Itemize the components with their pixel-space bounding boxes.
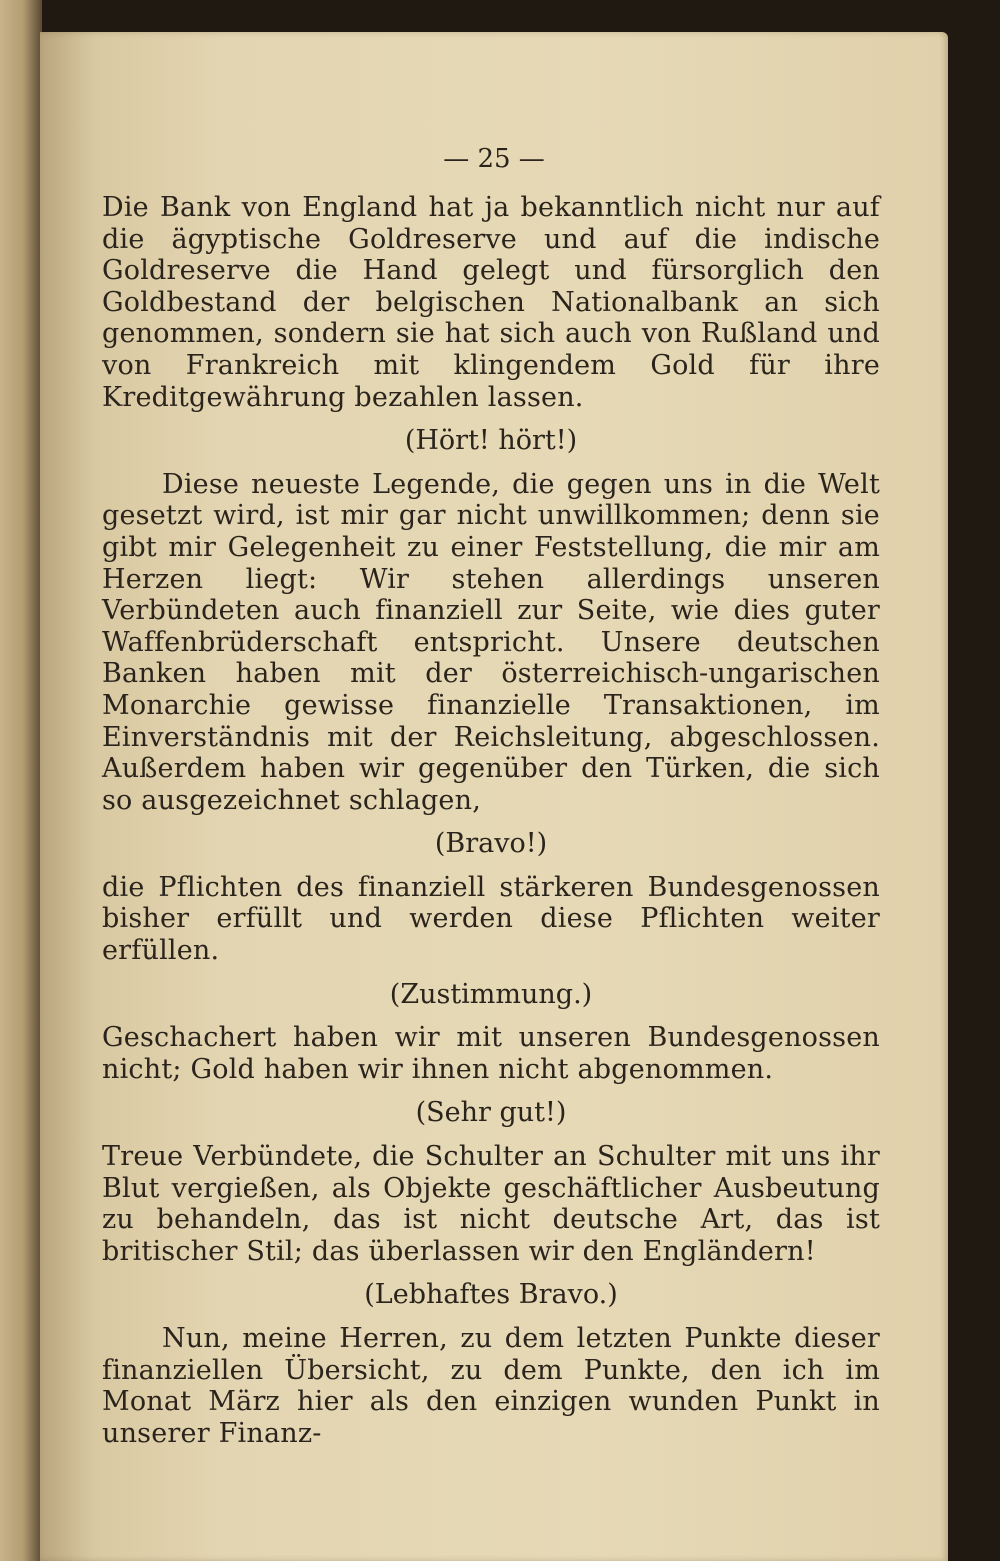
previous-page-edge <box>0 0 42 1561</box>
paragraph-3: die Pflichten des finanziell stärkeren Bundesgenossen bisher erfüllt und werden diese Pflichten weiter erfüllen. <box>102 871 880 967</box>
page-number: — 25 — <box>443 144 545 174</box>
interjection-1: (Hört! hört!) <box>404 425 578 457</box>
paragraph-5: Treue Verbündete, die Schulter an Schulter mit uns ihr Blut vergießen, als Objekte geschäftlicher Ausbeutung zu behandeln, das ist nicht deutsche Art, das ist britischer Stil; das überlassen wir den Engländern! <box>102 1141 880 1267</box>
interjection-5: (Lebhaftes Bravo.) <box>364 1279 618 1311</box>
interjection-2: (Bravo!) <box>434 828 548 860</box>
paragraph-4: Geschachert haben wir mit unseren Bundesgenossen nicht; Gold haben wir ihnen nicht abgenommen. <box>102 1022 880 1085</box>
interjection-4: (Sehr gut!) <box>415 1097 567 1129</box>
paragraph-6: Nun, meine Herren, zu dem letzten Punkte dieser finanziellen Übersicht, zu dem Punkte, den ich im Monat März hier als den einzigen wunden Punkt in unserer Finanz- <box>102 1323 880 1449</box>
paragraph-1: Die Bank von England hat ja bekanntlich nicht nur auf die ägyptische Goldreserve und auf die indische Goldreserve die Hand gelegt und fürsorglich den Goldbestand der belgischen Nationalbank an sich genommen, sondern sie hat sich auch von Rußland und von Frankreich mit klingendem Gold für ihre Kreditgewährung bezahlen lassen. <box>102 192 880 413</box>
interjection-3: (Zustimmung.) <box>389 978 593 1010</box>
book-page <box>40 32 948 1561</box>
paragraph-2: Diese neueste Legende, die gegen uns in die Welt gesetzt wird, ist mir gar nicht unwillkommen; denn sie gibt mir Gelegenheit zu einer Feststellung, die mir am Herzen liegt: Wir stehen allerdings unseren Verbündeten auch finanziell zur Seite, wie dies guter Waffenbrüderschaft entspricht. Unsere deutschen Banken haben mit der österreichisch-ungarischen Monarchie gewisse finanzielle Transaktionen, im Einverständnis mit der Reichsleitung, abgeschlossen. Außerdem haben wir gegenüber den Türken, die sich so ausgezeichnet schlagen, <box>102 468 880 816</box>
page-text <box>102 192 880 1449</box>
